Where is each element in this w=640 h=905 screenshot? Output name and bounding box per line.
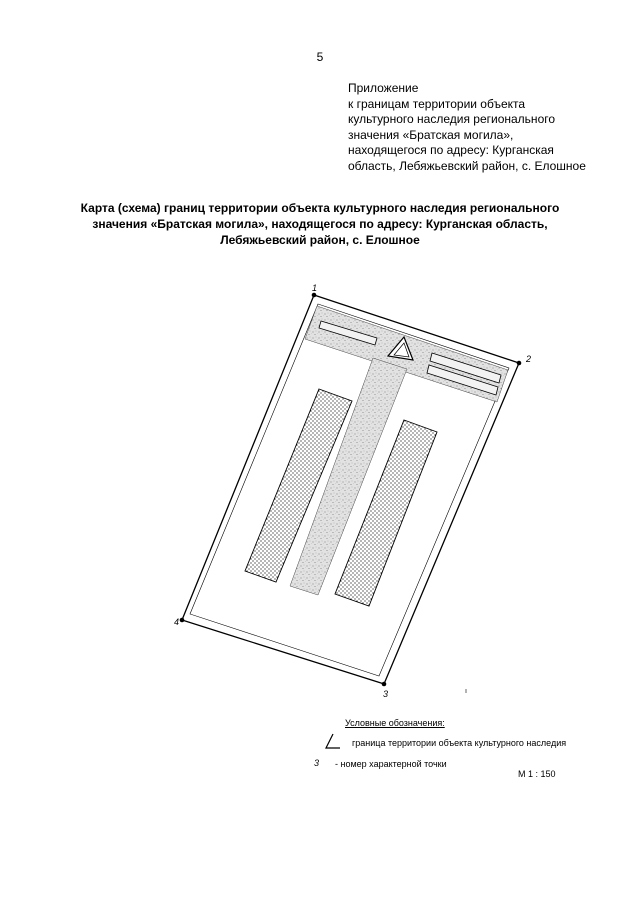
- corner-point-1: [312, 293, 317, 298]
- page-number: 5: [316, 50, 324, 64]
- point-label-4: 4: [174, 617, 180, 627]
- legend-point-symbol: 3: [314, 758, 320, 768]
- appendix-line: культурного наследия регионального: [348, 112, 556, 126]
- legend: [345, 718, 445, 728]
- map-scale: М 1 : 150: [518, 769, 556, 779]
- map-title-line: значения «Братская могила», находящегося по адресу: Курганская область,: [92, 217, 548, 231]
- legend-point-label: - номер характерной точки: [335, 759, 447, 769]
- point-label-2: 2: [526, 354, 532, 364]
- map-title-line: Карта (схема) границ территории объекта культурного наследия регионального: [80, 201, 560, 215]
- corner-point-3: [382, 682, 387, 687]
- map-title-line: Лебяжьевский район, с. Елошное: [220, 233, 420, 247]
- corner-point-2: [517, 361, 522, 366]
- appendix-line: находящегося по адресу: Курганская: [348, 143, 554, 157]
- appendix-line: к границам территории объекта: [348, 96, 526, 111]
- point-label-1: 1: [312, 283, 318, 293]
- point-label-3: 3: [383, 689, 389, 699]
- legend-boundary-icon: [326, 734, 340, 748]
- appendix-line: значения «Братская могила»,: [348, 127, 514, 142]
- legend-boundary-label: граница территории объекта культурного наследия: [352, 738, 567, 748]
- appendix-line: Приложение: [348, 81, 419, 95]
- legend-heading: Условные обозначения:: [345, 718, 445, 728]
- corner-point-4: [180, 618, 185, 623]
- appendix-line: область, Лебяжьевский район, с. Елошное: [348, 158, 586, 173]
